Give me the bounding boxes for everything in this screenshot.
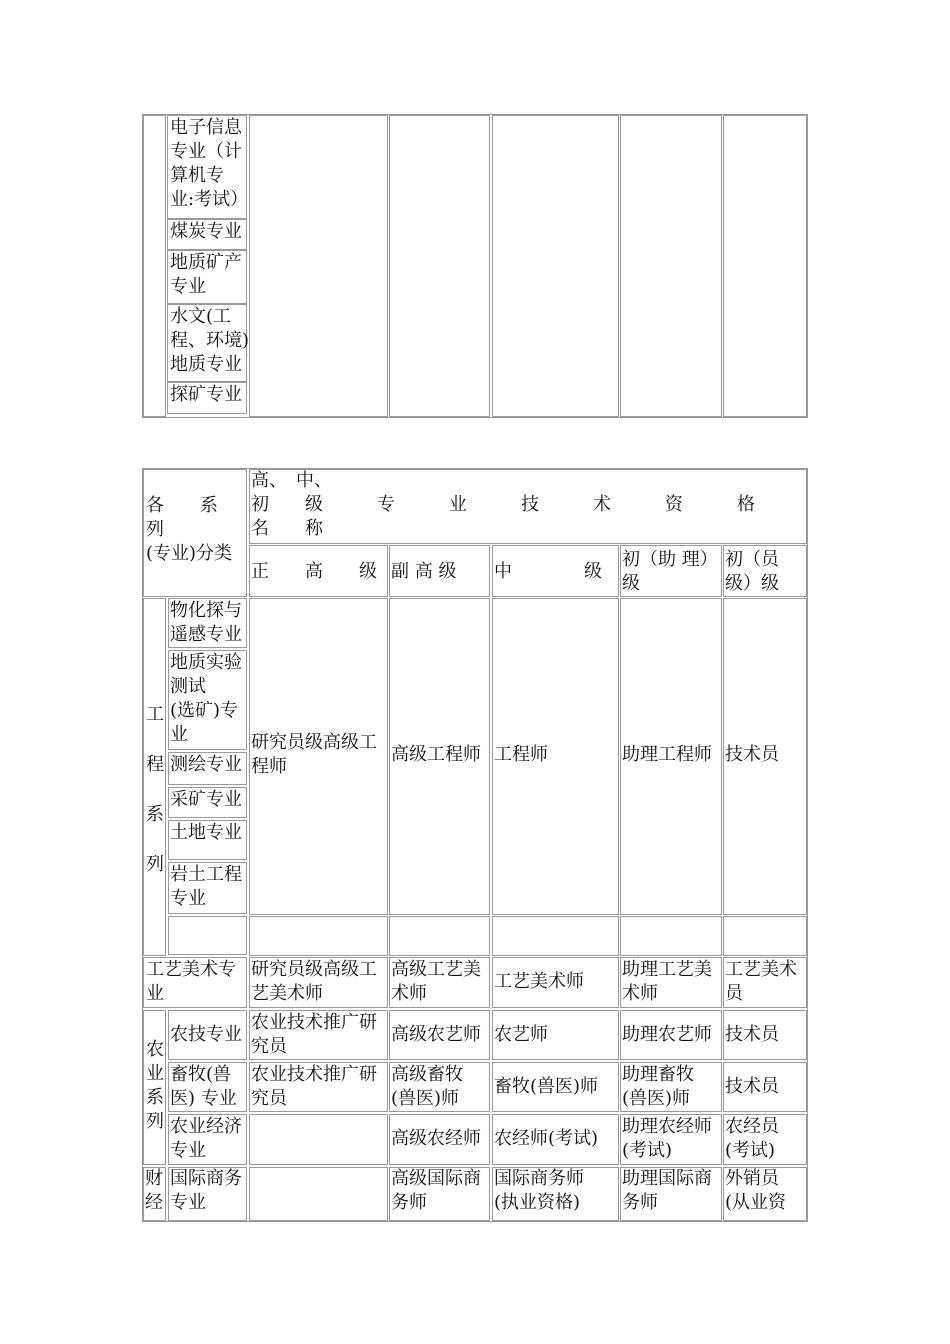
text-line: 测绘专业: [170, 754, 242, 775]
text-line: (考试): [725, 1140, 776, 1161]
title-label: [725, 1115, 779, 1163]
text-line: 畜牧(兽: [170, 1064, 232, 1085]
text-line: 技术员: [725, 1024, 779, 1045]
text-line: (选矿)专: [170, 700, 239, 721]
text-line: 技术员: [725, 744, 779, 765]
text-line: 究员: [251, 1088, 287, 1109]
text-line: 物化探与: [170, 600, 242, 621]
text-line: 助理国际商: [622, 1168, 712, 1189]
title-label: [494, 1167, 584, 1215]
text-line: 名 称: [251, 518, 323, 539]
text-line: 助理农经师: [622, 1116, 712, 1137]
text-line: 采矿专业: [170, 789, 242, 810]
text-line: 水文(工: [170, 306, 232, 327]
title-label: [391, 1063, 463, 1111]
text-line: 系: [146, 1087, 164, 1108]
sub-category-label: [170, 788, 242, 812]
text-line: 究员: [251, 1036, 287, 1057]
text-line: 研究员级高级工: [251, 959, 377, 980]
sub-category-label: [170, 305, 249, 377]
title-label: [391, 1023, 481, 1047]
sub-category-label: [170, 383, 242, 407]
title-label: [494, 1127, 598, 1151]
text-line: 工: [146, 704, 164, 725]
text-line: 岩土工程: [170, 864, 242, 885]
text-line: 级: [622, 573, 640, 594]
title-cell: [249, 1167, 388, 1221]
text-line: 助理工艺美: [622, 959, 712, 980]
text-line: 列: [146, 1111, 164, 1132]
title-cell: [249, 1114, 388, 1165]
text-line: 农业技术推广研: [251, 1012, 377, 1033]
text-line: 程: [146, 754, 164, 775]
text-line: 工艺美术师: [494, 971, 584, 992]
text-line: 专业: [170, 888, 206, 909]
title-header-label: [251, 469, 755, 541]
text-line: 工艺美术: [725, 959, 797, 980]
sub-category-label: [170, 220, 242, 244]
sub-category-label: [170, 753, 242, 777]
text-line: 副 高 级: [391, 561, 457, 582]
text-line: 助理畜牧: [622, 1064, 694, 1085]
title-label: [622, 1023, 712, 1047]
title-label: [494, 1023, 548, 1047]
sub-category-label: [170, 821, 242, 845]
sub-category-label: [170, 1063, 237, 1111]
title-label: [622, 958, 712, 1006]
text-line: 专业: [170, 1192, 206, 1213]
text-line: 外销员: [725, 1168, 779, 1189]
title-label: [251, 1063, 377, 1111]
text-line: 农艺师: [494, 1024, 548, 1045]
text-line: 各 系: [146, 495, 218, 516]
level-header-label: [251, 560, 377, 584]
title-cell: [249, 115, 388, 417]
text-line: 工程师: [494, 744, 548, 765]
text-line: 土地专业: [170, 822, 242, 843]
title-label: [251, 958, 377, 1006]
text-line: 初 级 专 业 技 术 资 格: [251, 494, 755, 515]
sub-category-cell: [168, 916, 247, 955]
text-line: (兽医)师: [391, 1088, 460, 1109]
text-line: 遥感专业: [170, 624, 242, 645]
title-label: [622, 1167, 712, 1215]
text-line: 农: [146, 1039, 164, 1060]
title-cell: [492, 115, 619, 417]
level-header-label: [391, 560, 456, 584]
text-line: (执业资格): [494, 1192, 581, 1213]
text-line: 畜牧(兽医)师: [494, 1076, 599, 1097]
text-line: 初（助 理）: [622, 549, 718, 570]
text-line: 高级畜牧: [391, 1064, 463, 1085]
title-cell: [389, 916, 490, 956]
title-label: [725, 743, 779, 767]
text-line: 农经师(考试): [494, 1128, 599, 1149]
text-line: 医) 专业: [170, 1088, 237, 1109]
text-line: 术师: [622, 983, 658, 1004]
title-cell: [249, 916, 388, 956]
text-line: 员: [725, 983, 743, 1004]
text-line: 程、环境): [170, 330, 250, 351]
title-label: [391, 1167, 481, 1215]
title-label: [725, 1167, 786, 1215]
text-line: 高级农经师: [391, 1128, 481, 1149]
text-line: 农业技术推广研: [251, 1064, 377, 1085]
text-line: 电子信息: [170, 117, 242, 138]
sub-category-label: [170, 1023, 242, 1047]
text-line: 农经员: [725, 1116, 779, 1137]
sub-category-label: [170, 116, 248, 212]
text-line: 业: [146, 983, 164, 1004]
text-line: 测试: [170, 676, 206, 697]
text-line: (专业)分类: [146, 543, 233, 564]
text-line: 业:考试）: [170, 189, 249, 210]
text-line: 地质矿产: [170, 252, 242, 273]
text-line: 技术员: [725, 1076, 779, 1097]
sub-category-label: [170, 1115, 242, 1163]
series-label-engineering: [146, 690, 164, 890]
level-header-label: [725, 548, 779, 596]
text-line: (从业资: [725, 1192, 787, 1213]
category-label-arts: [146, 958, 236, 1006]
text-line: 高级工艺美: [391, 959, 481, 980]
text-line: 务师: [391, 1192, 427, 1213]
text-line: 算机专: [170, 165, 224, 186]
text-line: 经: [145, 1192, 163, 1213]
text-line: 列: [146, 854, 164, 875]
text-line: 务师: [622, 1192, 658, 1213]
title-cell: [723, 916, 807, 956]
text-line: 业: [170, 724, 188, 745]
title-cell: [723, 115, 807, 417]
title-label: [494, 1075, 598, 1099]
title-label: [622, 743, 712, 767]
text-line: 程师: [251, 756, 287, 777]
text-line: 煤炭专业: [170, 221, 242, 242]
text-line: 高、 中、: [251, 470, 332, 491]
text-line: (考试): [622, 1140, 673, 1161]
series-label-finance: [145, 1167, 163, 1215]
text-line: 高级农艺师: [391, 1024, 481, 1045]
text-line: 地质实验: [170, 652, 242, 673]
text-line: 助理农艺师: [622, 1024, 712, 1045]
text-line: 专业: [170, 1140, 206, 1161]
title-label: [494, 743, 548, 767]
text-line: 专业（计: [170, 141, 242, 162]
text-line: 艺美术师: [251, 983, 323, 1004]
text-line: 级）级: [725, 573, 779, 594]
level-header-label: [494, 560, 602, 584]
text-line: 研究员级高级工: [251, 732, 377, 753]
text-line: 正 高 级: [251, 561, 377, 582]
title-label: [622, 1063, 694, 1111]
title-cell: [620, 916, 722, 956]
title-cell: [389, 115, 490, 417]
text-line: 专业: [170, 276, 206, 297]
text-line: (兽医)师: [622, 1088, 691, 1109]
title-label: [725, 1023, 779, 1047]
sub-category-label: [170, 651, 242, 747]
title-label: [622, 1115, 712, 1163]
text-line: 术师: [391, 983, 427, 1004]
text-line: 工艺美术专: [146, 959, 236, 980]
sub-category-label: [170, 863, 242, 911]
text-line: 农业经济: [170, 1116, 242, 1137]
title-label: [391, 743, 481, 767]
text-line: 国际商务: [170, 1168, 242, 1189]
series-cell: [143, 115, 166, 417]
text-line: 农技专业: [170, 1024, 242, 1045]
series-label-agriculture: [146, 1038, 164, 1134]
text-line: 地质专业: [170, 354, 242, 375]
text-line: 国际商务师: [494, 1168, 584, 1189]
sub-category-label: [170, 1167, 242, 1215]
title-label: [251, 731, 377, 779]
title-label: [725, 958, 797, 1006]
title-label: [251, 1011, 377, 1059]
title-cell: [492, 916, 619, 956]
sub-category-label: [170, 599, 242, 647]
text-line: 助理工程师: [622, 744, 712, 765]
sub-category-label: [170, 251, 242, 299]
text-line: 业: [146, 1063, 164, 1084]
text-line: 财: [145, 1168, 163, 1189]
title-cell: [620, 115, 722, 417]
text-line: 高级国际商: [391, 1168, 481, 1189]
text-line: 系: [146, 804, 164, 825]
title-label: [391, 958, 481, 1006]
title-label: [725, 1075, 779, 1099]
text-line: 探矿专业: [170, 384, 242, 405]
text-line: 初（员: [725, 549, 779, 570]
text-line: 高级工程师: [391, 744, 481, 765]
category-header-label: [146, 494, 232, 566]
text-line: 中 级: [494, 561, 602, 582]
title-label: [494, 970, 584, 994]
level-header-label: [622, 548, 718, 596]
text-line: 列: [146, 519, 164, 540]
title-label: [391, 1127, 481, 1151]
